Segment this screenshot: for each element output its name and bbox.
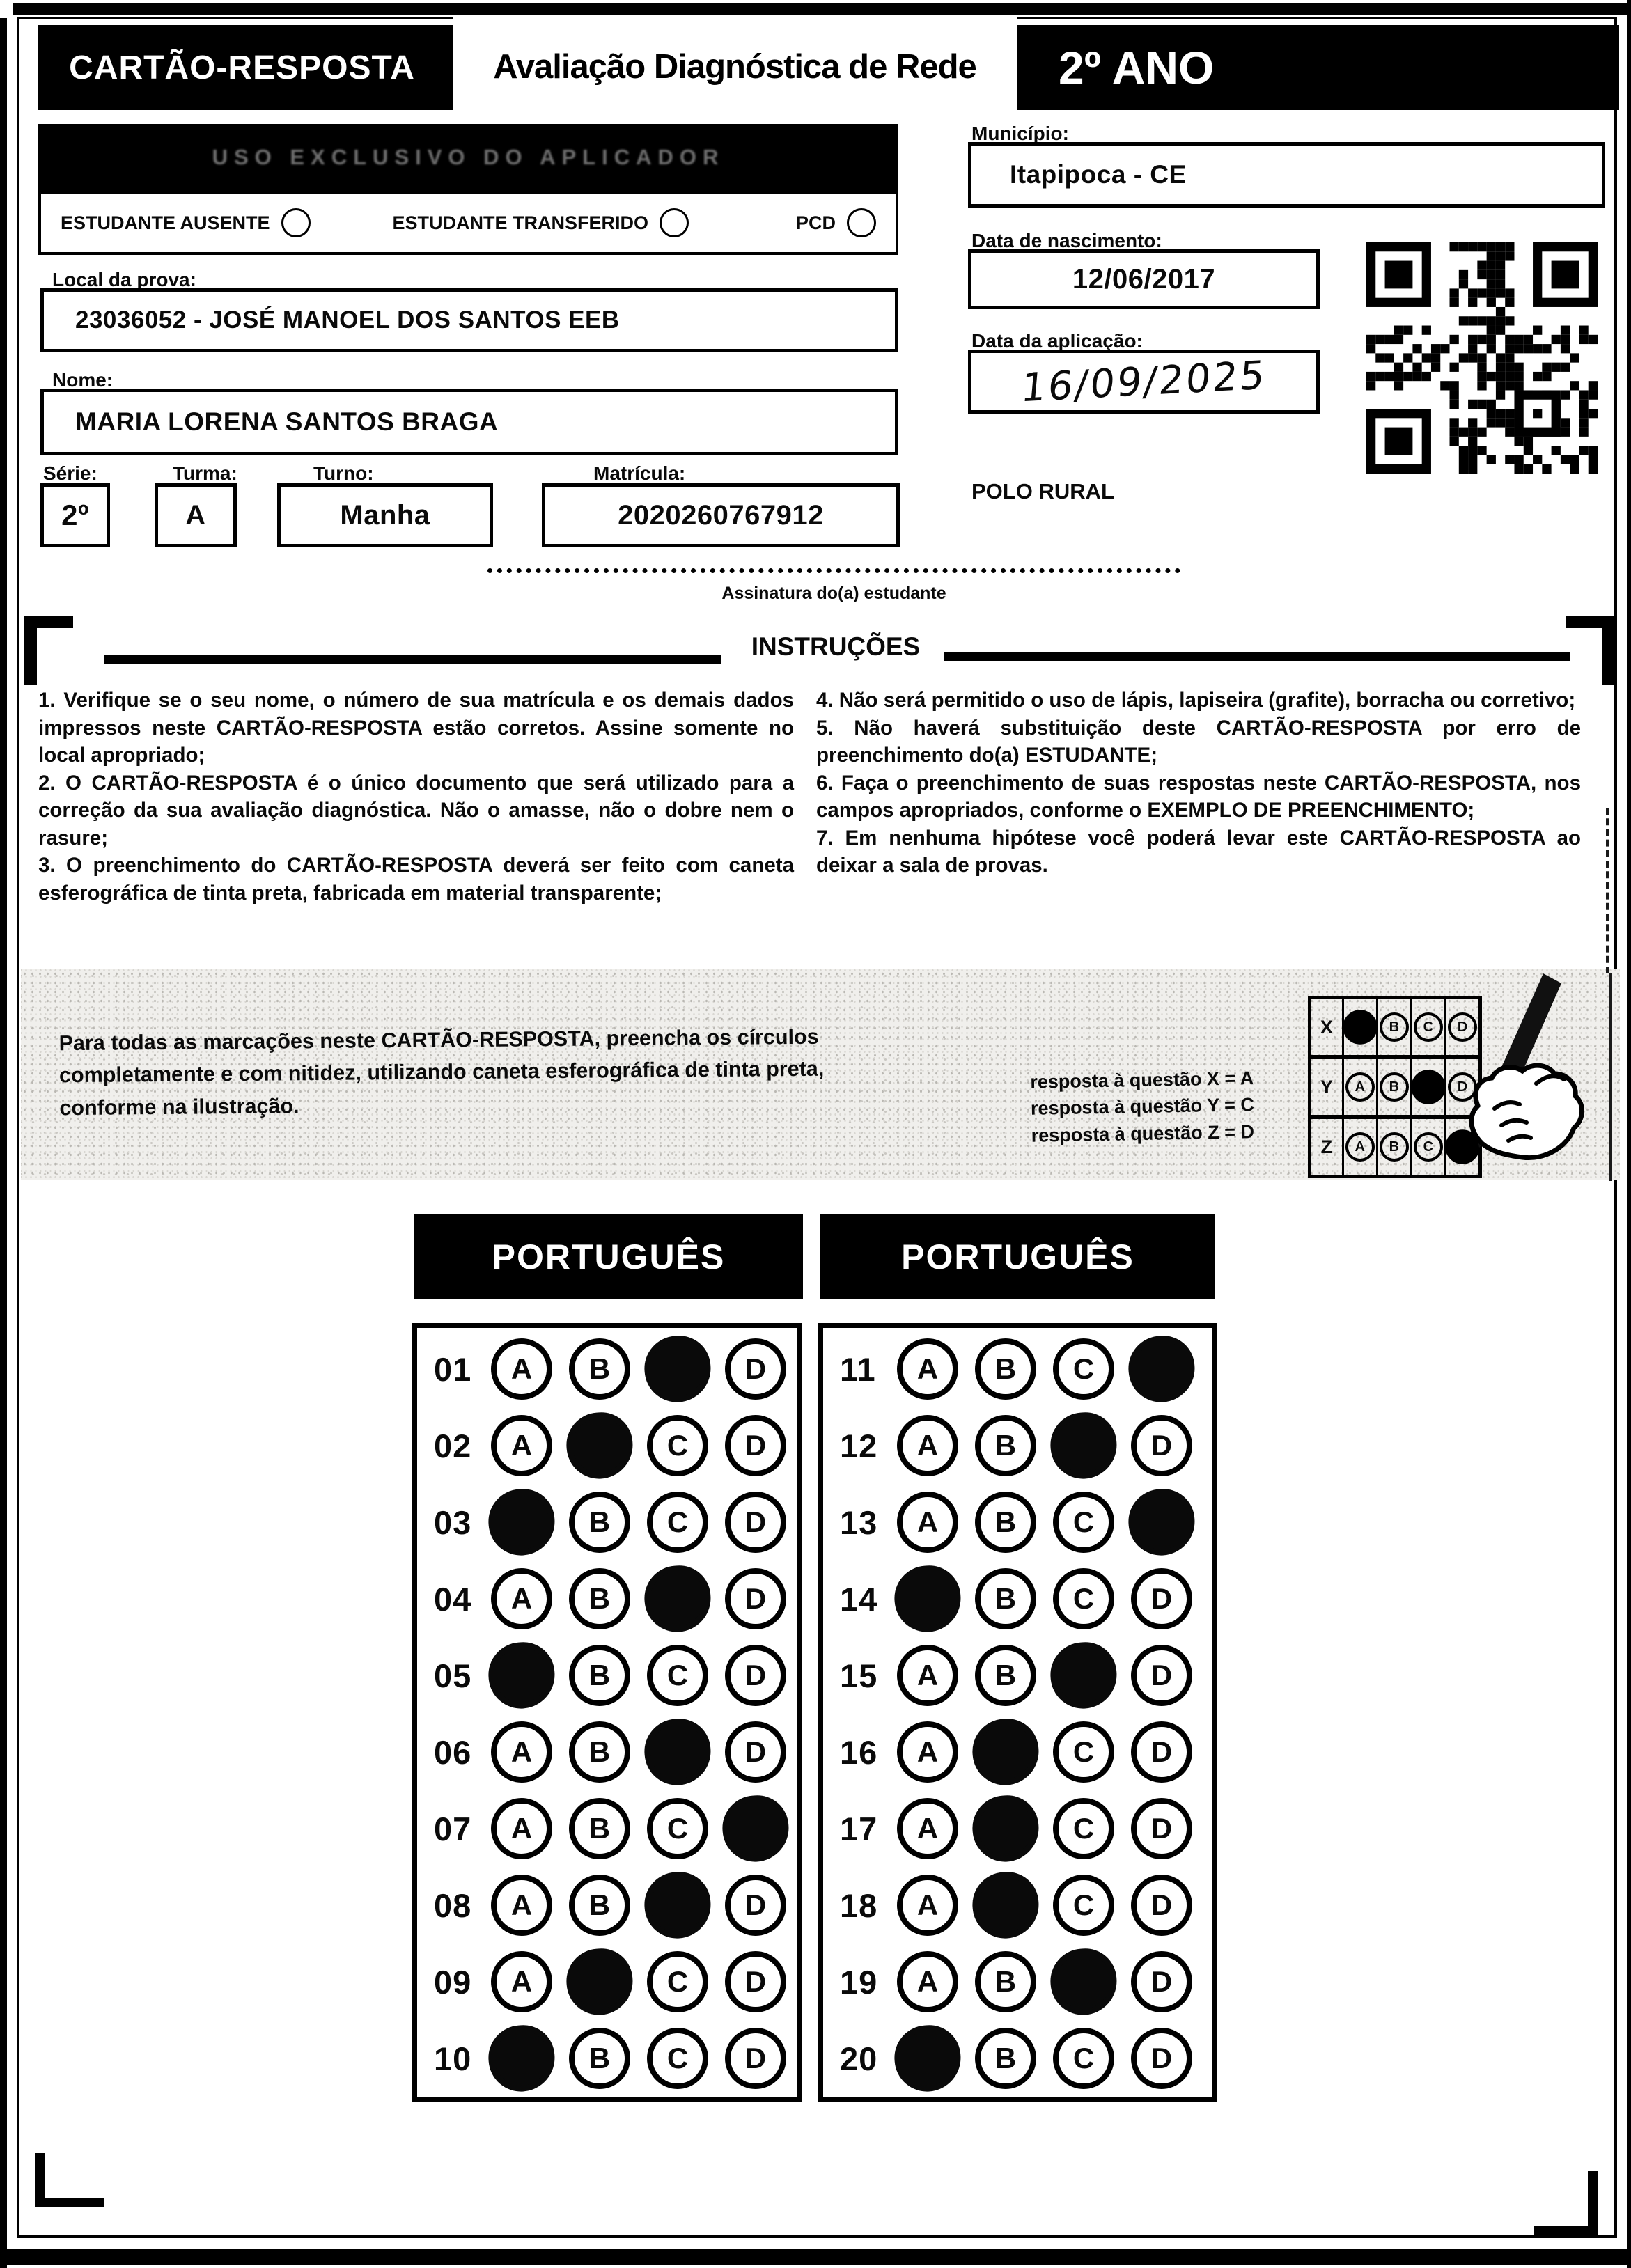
nome-value: MARIA LORENA SANTOS BRAGA <box>75 407 499 436</box>
answer-bubble-b: B <box>569 1492 630 1553</box>
scan-artifact-line-solid <box>1609 973 1612 1181</box>
answer-bubble-c-filled <box>642 1563 712 1634</box>
page-border-right <box>1627 0 1631 2268</box>
instruction-item: 6. Faça o preenchimento de suas respostas neste CARTÃO-RESPOSTA, nos campos apropriados, conforme o EXEMPLO DE PREENCHIMENTO; <box>816 771 1581 822</box>
answer-bubble-d: D <box>725 2028 786 2089</box>
answer-bubble-d: D <box>1131 1645 1192 1706</box>
answer-bubble-b: B <box>569 1721 630 1783</box>
question-row <box>417 1407 797 1484</box>
section-title-portugues-1: PORTUGUÊS <box>414 1214 803 1299</box>
question-number: 15 <box>840 1657 878 1694</box>
answer-bubble-a: A <box>897 1951 958 2012</box>
data-nascimento-field <box>968 249 1320 309</box>
answer-bubble-a: A <box>491 1568 552 1629</box>
instructions-column-right <box>816 687 1581 879</box>
answer-bubble-b: B <box>975 1492 1036 1553</box>
answer-bubble-d: D <box>725 1415 786 1476</box>
turno-field <box>277 483 493 547</box>
applicator-options-box <box>38 191 898 255</box>
answer-bubble-d: D <box>1131 1415 1192 1476</box>
municipio-value: Itapipoca - CE <box>1010 160 1187 189</box>
question-row <box>417 1484 797 1561</box>
answer-bubble-d-filled <box>1126 1487 1196 1557</box>
instructions-rule-right <box>944 652 1570 661</box>
page-border-left <box>0 18 7 2268</box>
answer-bubble-b: B <box>569 1338 630 1400</box>
question-number: 13 <box>840 1503 878 1541</box>
applicator-option-label: ESTUDANTE TRANSFERIDO <box>392 212 649 233</box>
hand-pen-illustration <box>1400 972 1588 1181</box>
example-bubble-a: A <box>1345 1132 1375 1162</box>
answer-bubble-d: D <box>725 1875 786 1936</box>
instructions-column-left <box>38 687 794 907</box>
signature-label: Assinatura do(a) estudante <box>721 584 946 603</box>
polo-rural-label: POLO RURAL <box>971 479 1114 503</box>
assessment-title: Avaliação Diagnóstica de Rede <box>453 17 1017 117</box>
applicator-option-3 <box>796 208 876 237</box>
qr-code <box>1366 242 1598 474</box>
answer-bubble-c: C <box>647 1492 708 1553</box>
question-row <box>417 2020 797 2097</box>
answer-bubble-c-filled <box>642 1716 712 1787</box>
signature-line <box>487 568 1180 573</box>
answer-bubble-d: D <box>1131 1721 1192 1783</box>
answer-bubble-d: D <box>725 1721 786 1783</box>
crop-mark-top-right <box>1566 616 1614 685</box>
example-cell <box>1344 999 1376 1055</box>
answer-bubble-a: A <box>897 1798 958 1859</box>
applicator-option-label: PCD <box>795 212 836 233</box>
answer-bubble-c-filled <box>1048 1640 1118 1710</box>
applicator-option-1 <box>61 208 311 237</box>
question-number: 06 <box>434 1733 472 1771</box>
question-number: 17 <box>840 1810 878 1847</box>
question-row <box>417 1561 797 1637</box>
question-row <box>823 1331 1212 1407</box>
nome-label: Nome: <box>52 369 114 391</box>
answer-bubble-b: B <box>975 1415 1036 1476</box>
answer-bubble-b-filled <box>564 1946 634 2017</box>
data-nascimento-value: 12/06/2017 <box>1072 263 1216 295</box>
question-number: 04 <box>434 1580 472 1618</box>
answer-bubble-a: A <box>897 1721 958 1783</box>
applicator-use-bar <box>38 124 898 191</box>
instruction-item: 2. O CARTÃO-RESPOSTA é o único documento que será utilizado para a correção da sua avaliação diagnóstica. Não o amasse, não o dobre nem o rasure; <box>38 771 794 850</box>
question-row <box>417 1331 797 1407</box>
answer-bubble-b: B <box>975 1645 1036 1706</box>
answer-bubble-d-filled <box>720 1793 790 1863</box>
data-aplicacao-field <box>968 350 1320 414</box>
question-number: 02 <box>434 1427 472 1464</box>
page-border-bottom <box>0 2249 1631 2265</box>
answer-bubble-a: A <box>897 1875 958 1936</box>
applicator-option-2 <box>393 208 689 237</box>
applicator-use-label: USO EXCLUSIVO DO APLICADOR <box>212 145 725 169</box>
question-number: 03 <box>434 1503 472 1541</box>
serie-value: 2º <box>61 499 89 531</box>
answer-bubble-d: D <box>1131 2028 1192 2089</box>
answer-bubble-c-filled <box>642 1870 712 1940</box>
scan-artifact-line-dashed <box>1606 808 1609 973</box>
answer-grid-1 <box>412 1323 802 2102</box>
example-bubble-b: B <box>1380 1132 1409 1162</box>
instruction-item: 1. Verifique se o seu nome, o número de sua matrícula e os demais dados impressos neste CARTÃO-RESPOSTA estão corretos. Assine somente no local apropriado; <box>38 689 794 767</box>
answer-bubble-b-filled <box>970 1716 1040 1787</box>
answer-bubble-a: A <box>491 1875 552 1936</box>
example-row-label: Z <box>1311 1119 1344 1175</box>
matricula-field <box>542 483 900 547</box>
answer-bubble-c: C <box>647 1798 708 1859</box>
example-bubble-d: D <box>1448 1012 1477 1042</box>
crop-mark-top-left <box>24 616 73 685</box>
turma-field <box>155 483 237 547</box>
example-bubble-b: B <box>1380 1012 1409 1042</box>
page-border-top <box>13 3 1631 15</box>
answer-bubble-b: B <box>975 1338 1036 1400</box>
question-number: 14 <box>840 1580 878 1618</box>
example-cell <box>1344 1059 1376 1115</box>
answer-bubble-c: C <box>1053 2028 1114 2089</box>
local-da-prova-value: 23036052 - JOSÉ MANOEL DOS SANTOS EEB <box>75 306 620 334</box>
applicator-option-circle <box>847 208 876 237</box>
answer-bubble-b: B <box>569 1645 630 1706</box>
answer-bubble-c: C <box>1053 1338 1114 1400</box>
answer-bubble-b-filled <box>564 1410 634 1480</box>
answer-bubble-a-filled <box>486 2023 556 2093</box>
answer-bubble-a: A <box>897 1492 958 1553</box>
example-legend-line: resposta à questão Z = D <box>1031 1120 1255 1146</box>
answer-bubble-d-filled <box>1126 1334 1196 1404</box>
answer-bubble-c: C <box>647 2028 708 2089</box>
applicator-option-circle <box>660 208 689 237</box>
answer-bubble-c: C <box>1053 1492 1114 1553</box>
answer-bubble-d: D <box>1131 1875 1192 1936</box>
matricula-value: 2020260767912 <box>618 499 824 531</box>
question-row <box>823 1561 1212 1637</box>
answer-bubble-b-filled <box>970 1870 1040 1940</box>
answer-bubble-d: D <box>1131 1951 1192 2012</box>
answer-bubble-d: D <box>725 1568 786 1629</box>
grade-badge: 2º ANO <box>1059 42 1215 93</box>
answer-bubble-d: D <box>725 1645 786 1706</box>
fill-note: Para todas as marcações neste CARTÃO-RESPOSTA, preencha os círculos completamente e com nitidez, utilizando caneta esferográfica de tinta preta, conforme na ilustração. <box>58 1024 825 1120</box>
municipio-label: Município: <box>971 123 1069 144</box>
example-bubble-a: A <box>1345 1072 1375 1102</box>
crop-mark-bottom-right <box>1534 2171 1598 2235</box>
answer-bubble-a-filled <box>486 1640 556 1710</box>
answer-bubble-c: C <box>1053 1875 1114 1936</box>
question-row <box>823 1790 1212 1867</box>
answer-bubble-c: C <box>1053 1721 1114 1783</box>
answer-bubble-b-filled <box>970 1793 1040 1863</box>
answer-bubble-a: A <box>491 1798 552 1859</box>
card-title: CARTÃO-RESPOSTA <box>69 49 415 86</box>
answer-bubble-b: B <box>975 2028 1036 2089</box>
question-row <box>823 1714 1212 1790</box>
question-number: 16 <box>840 1733 878 1771</box>
turno-label: Turno: <box>313 462 374 484</box>
answer-bubble-a: A <box>897 1645 958 1706</box>
example-bubble-c: C <box>1414 1012 1443 1042</box>
answer-bubble-c-filled <box>642 1334 712 1404</box>
question-number: 10 <box>434 2040 472 2077</box>
answer-bubble-c: C <box>647 1415 708 1476</box>
question-row <box>823 1484 1212 1561</box>
turma-value: A <box>185 499 206 531</box>
answer-bubble-c: C <box>1053 1568 1114 1629</box>
answer-bubble-a: A <box>897 1338 958 1400</box>
instructions-rule-left <box>104 655 721 664</box>
example-row-label: X <box>1311 999 1344 1055</box>
question-number: 07 <box>434 1810 472 1847</box>
nome-field <box>40 389 898 455</box>
answer-bubble-c-filled <box>1048 1946 1118 2017</box>
answer-bubble-b: B <box>569 1798 630 1859</box>
answer-bubble-c: C <box>647 1951 708 2012</box>
example-legend <box>1030 1065 1255 1149</box>
instruction-item: 7. Em nenhuma hipótese você poderá levar este CARTÃO-RESPOSTA ao deixar a sala de provas. <box>816 826 1581 877</box>
question-number: 05 <box>434 1657 472 1694</box>
turma-label: Turma: <box>173 462 237 484</box>
turno-value: Manha <box>340 499 430 531</box>
answer-bubble-b: B <box>569 1875 630 1936</box>
answer-bubble-b: B <box>975 1951 1036 2012</box>
answer-bubble-d: D <box>1131 1568 1192 1629</box>
answer-bubble-a: A <box>491 1415 552 1476</box>
question-row <box>417 1637 797 1714</box>
applicator-option-label: ESTUDANTE AUSENTE <box>61 212 270 233</box>
answer-bubble-a-filled <box>892 1563 962 1634</box>
answer-bubble-c: C <box>647 1645 708 1706</box>
question-row <box>823 2020 1212 2097</box>
question-number: 11 <box>840 1350 876 1388</box>
data-nascimento-label: Data de nascimento: <box>971 230 1162 251</box>
answer-grid-2 <box>818 1323 1217 2102</box>
answer-bubble-c-filled <box>1048 1410 1118 1480</box>
answer-bubble-a: A <box>491 1951 552 2012</box>
applicator-option-circle <box>281 208 311 237</box>
example-cell <box>1344 1119 1376 1175</box>
question-row <box>823 1867 1212 1944</box>
question-number: 20 <box>840 2040 878 2077</box>
question-row <box>417 1714 797 1790</box>
answer-bubble-a: A <box>491 1338 552 1400</box>
answer-bubble-c: C <box>1053 1798 1114 1859</box>
question-row <box>417 1790 797 1867</box>
data-aplicacao-handwritten-value: 16/09/2025 <box>1019 352 1269 411</box>
answer-bubble-a-filled <box>486 1487 556 1557</box>
question-number: 18 <box>840 1886 878 1924</box>
matricula-label: Matrícula: <box>593 462 686 484</box>
answer-bubble-d: D <box>1131 1798 1192 1859</box>
instruction-item: 4. Não será permitido o uso de lápis, lapiseira (grafite), borracha ou corretivo; <box>816 689 1576 712</box>
answer-bubble-d: D <box>725 1338 786 1400</box>
example-bubble-b: B <box>1380 1072 1409 1102</box>
answer-bubble-d: D <box>725 1492 786 1553</box>
question-row <box>823 1407 1212 1484</box>
data-aplicacao-label: Data da aplicação: <box>971 330 1143 352</box>
instruction-item: 5. Não haverá substituição deste CARTÃO-RESPOSTA por erro de preenchimento do(a) ESTUDANTE; <box>816 716 1581 767</box>
question-row <box>417 1944 797 2020</box>
local-da-prova-label: Local da prova: <box>52 269 196 290</box>
question-number: 12 <box>840 1427 878 1464</box>
answer-bubble-a-filled <box>892 2023 962 2093</box>
question-number: 08 <box>434 1886 472 1924</box>
question-row <box>823 1944 1212 2020</box>
example-bubble-a-filled <box>1343 1010 1378 1045</box>
serie-field <box>40 483 110 547</box>
instructions-title: INSTRUÇÕES <box>751 632 921 661</box>
answer-bubble-a: A <box>897 1415 958 1476</box>
answer-bubble-b: B <box>975 1568 1036 1629</box>
example-bubble-d: D <box>1448 1072 1477 1102</box>
answer-bubble-a: A <box>491 1721 552 1783</box>
example-row-label: Y <box>1311 1059 1344 1115</box>
answer-bubble-b: B <box>569 1568 630 1629</box>
question-row <box>823 1637 1212 1714</box>
answer-bubble-b: B <box>569 2028 630 2089</box>
example-legend-line: resposta à questão Y = C <box>1030 1094 1255 1120</box>
local-da-prova-field <box>40 288 898 352</box>
crop-mark-bottom-left <box>35 2153 104 2207</box>
question-number: 09 <box>434 1963 472 2001</box>
question-number: 19 <box>840 1963 878 2001</box>
instruction-item: 3. O preenchimento do CARTÃO-RESPOSTA deverá ser feito com caneta esferográfica de tinta preta, fabricada em material transparente; <box>38 854 794 905</box>
example-legend-line: resposta à questão X = A <box>1030 1067 1254 1093</box>
example-bubble-c: C <box>1414 1132 1443 1162</box>
municipio-field <box>968 142 1605 208</box>
section-title-portugues-2: PORTUGUÊS <box>820 1214 1215 1299</box>
question-number: 01 <box>434 1350 472 1388</box>
answer-bubble-d: D <box>725 1951 786 2012</box>
serie-label: Série: <box>43 462 97 484</box>
question-row <box>417 1867 797 1944</box>
